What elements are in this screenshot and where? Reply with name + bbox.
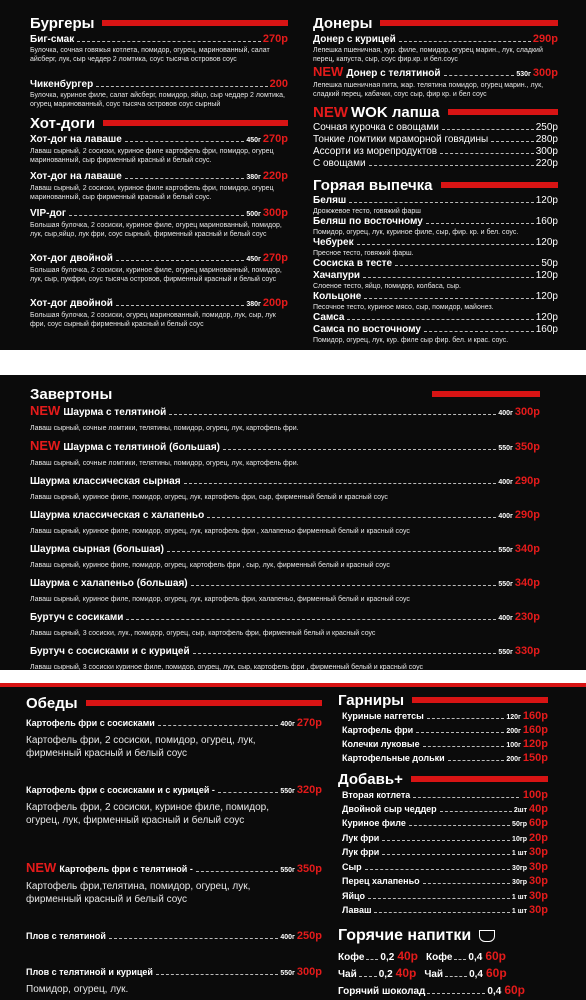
item-name: Лаваш bbox=[342, 905, 372, 915]
menu-item bbox=[26, 930, 322, 944]
item-name: Плов с телятиной и курицей bbox=[26, 967, 153, 977]
item-name: Картофель фри с сосисками и с курицей - bbox=[26, 785, 215, 795]
item-weight: 550г bbox=[280, 867, 295, 874]
item-price: 30р bbox=[529, 875, 548, 887]
item-description: Лепешка пшеничная пита, жар. телятина помидор, огурец марин., лук, сладкий перец, кабачки, соус сыр, фир кр. и бел соус bbox=[313, 82, 544, 98]
item-name: Сочная курочка с овощами bbox=[313, 122, 439, 133]
section-title: WOK лапша bbox=[351, 103, 440, 121]
item-name: Куриное филе bbox=[342, 818, 406, 828]
drinks-list bbox=[338, 949, 548, 1000]
item-weight: 500г bbox=[246, 211, 261, 218]
item-description: Большая булочка, 2 сосиски, огурец маринованный, помидор, лук, сыр, лук фри, соус сырный фирменный красный и белый соус bbox=[30, 312, 276, 328]
menu-item bbox=[30, 645, 540, 670]
drink-volume: 0,4 bbox=[468, 951, 483, 963]
left-column bbox=[30, 14, 288, 329]
extras-list bbox=[338, 789, 548, 919]
item-description: Лаваш сырный, куриное филе, помидор, огурец, картофель фри , сыр, лук, фирменный белый и красный соус bbox=[30, 562, 390, 569]
item-description: Булочка, сочная говяжья котлета, помидор, огурец, маринованный, салат айсберг, лук, сыр чеддер 2 ломтика, соус тысяча островов соус bbox=[30, 47, 270, 63]
menu-item bbox=[30, 207, 288, 249]
section-header-doners bbox=[313, 14, 558, 32]
item-weight: 400г bbox=[498, 615, 513, 622]
item-weight: 550г bbox=[280, 970, 295, 977]
wraps-column bbox=[30, 385, 540, 670]
item-name: Ассорти из морепродуктов bbox=[313, 146, 438, 157]
item-description: Большая булочка, 2 сосиски, куриное филе, огурец маринованный, помидор, лук, сыр,яйцо, лук фри, соус сырный, фирменный красный и белый соус bbox=[30, 222, 282, 238]
item-weight: 400г bbox=[498, 479, 513, 486]
item-description: Дрожжевое тесто, говяжий фарш bbox=[313, 208, 421, 215]
menu-item bbox=[313, 33, 558, 66]
item-name: Двойной сыр чеддер bbox=[342, 803, 437, 814]
item-name: Биг-смак bbox=[30, 34, 75, 45]
item-description: Помидор, огурец, лук. bbox=[26, 984, 129, 995]
item-name: Сосиска в тесте bbox=[313, 258, 393, 269]
item-price: 340р bbox=[514, 543, 540, 555]
item-weight: 30гр bbox=[512, 864, 528, 872]
item-weight: 30гр bbox=[512, 879, 528, 886]
header-bar bbox=[432, 391, 540, 397]
item-description: Лаваш сырный, 2 сосиски, куриное филе картофель фри, помидор, огурец маринованный, сыр фирменный красный и белый соус. bbox=[30, 185, 274, 201]
item-price: 20р bbox=[529, 831, 548, 844]
menu-item bbox=[30, 133, 288, 167]
item-description: Слоеное тесто, яйцо, помидор, колбаса, сыр. bbox=[313, 283, 461, 290]
section-header-extras bbox=[338, 770, 548, 788]
item-price: 40р bbox=[529, 802, 548, 815]
section-header-lunches bbox=[26, 694, 322, 712]
item-name: Шаурма с халапеньо (большая) bbox=[30, 578, 188, 589]
item-name: Яйцо bbox=[342, 890, 366, 901]
item-name: Кольцоне bbox=[313, 291, 362, 302]
item-name: Хачапури bbox=[313, 270, 361, 281]
item-price: 30р bbox=[529, 846, 548, 858]
item-weight: 550г bbox=[498, 581, 513, 588]
item-description: Лаваш сырный, сочные ломтики, телятины, помидор, огурец, лук, картофель фри. bbox=[30, 460, 299, 467]
item-price: 220р bbox=[535, 158, 558, 169]
item-price: 350р bbox=[296, 863, 322, 875]
item-name: Самса по восточному bbox=[313, 324, 421, 335]
header-bar bbox=[441, 182, 558, 188]
item-weight: 400г bbox=[498, 513, 513, 520]
drink-price: 60р bbox=[485, 948, 506, 963]
item-name: Картофель фри с телятиной - bbox=[59, 864, 193, 874]
menu-item bbox=[30, 252, 288, 294]
item-weight: 1 шт bbox=[511, 893, 528, 901]
item-price: 270р bbox=[296, 717, 322, 729]
item-description: Лаваш сырный, 3 сосиски, лук., помидор, огурец, сыр, картофель фри, фирменный белый и красный соус bbox=[30, 630, 376, 637]
section-header-drinks bbox=[338, 927, 548, 945]
drink-price: 60р bbox=[504, 982, 526, 997]
menu-item bbox=[26, 862, 322, 920]
menu-item bbox=[30, 611, 540, 639]
item-weight: 380г bbox=[246, 301, 261, 308]
menu-panel-3 bbox=[0, 683, 586, 1000]
drink-name: Чай bbox=[424, 968, 444, 980]
top-redline bbox=[0, 683, 586, 687]
section-header-hotdogs bbox=[30, 114, 288, 132]
item-name: Буртуч с сосисками и с курицей bbox=[30, 646, 190, 657]
item-weight: 550г bbox=[498, 445, 513, 452]
menu-item bbox=[30, 475, 540, 503]
item-weight: 200г bbox=[506, 756, 521, 763]
item-price: 270р bbox=[262, 33, 288, 45]
menu-panel-1 bbox=[0, 0, 586, 350]
section-header-burgers bbox=[30, 14, 288, 32]
item-weight: 550г bbox=[280, 788, 295, 795]
item-name: Чебурек bbox=[313, 237, 354, 248]
item-weight: 400г bbox=[280, 721, 295, 728]
item-name: Шаурма классическая с халапеньо bbox=[30, 510, 205, 521]
item-name: VIP-дог bbox=[30, 208, 67, 219]
item-price: 160р bbox=[535, 216, 558, 227]
menu-item bbox=[26, 784, 322, 853]
item-price: 330р bbox=[514, 645, 540, 657]
item-price: 230р bbox=[514, 611, 540, 623]
drink-name: Чай bbox=[338, 968, 357, 980]
new-badge: NEW bbox=[30, 403, 61, 418]
item-price: 300р bbox=[535, 146, 558, 157]
sides-column bbox=[338, 691, 548, 1000]
bakery-list bbox=[313, 195, 558, 345]
item-name: Лук фри bbox=[342, 832, 380, 843]
item-name: Куриные наггетсы bbox=[342, 711, 424, 721]
item-weight: 10гр bbox=[512, 835, 528, 843]
item-weight: 550г bbox=[498, 547, 513, 554]
new-badge: NEW bbox=[30, 438, 61, 453]
item-name: Перец халапеньо bbox=[342, 876, 420, 886]
item-description: Лепешка пшеничная, кур. филе, помидор, огурец марин., лук, сладкий перец, капуста, сыр, соус фир.кр. и бел.соус bbox=[313, 47, 543, 63]
item-weight: 400г bbox=[498, 410, 513, 417]
item-name: Буртуч с сосиками bbox=[30, 612, 124, 623]
new-badge: NEW bbox=[26, 860, 57, 875]
item-weight: 50гр bbox=[512, 821, 528, 828]
menu-item bbox=[30, 440, 540, 469]
item-description: Лаваш сырный, сочные ломтики, телятины, помидор, огурец, лук, картофель фри. bbox=[30, 425, 299, 432]
menu-item bbox=[313, 66, 558, 101]
item-price: 290р bbox=[532, 33, 558, 45]
coffee-cup-icon bbox=[479, 930, 495, 942]
item-name: Хот-дог двойной bbox=[30, 298, 113, 309]
item-name: Беляш bbox=[313, 195, 347, 206]
item-weight: 450г bbox=[246, 137, 261, 144]
menu-item bbox=[30, 509, 540, 537]
item-name: Колечки луковые bbox=[342, 739, 420, 749]
header-bar bbox=[380, 20, 558, 26]
drink-price: 40р bbox=[397, 948, 418, 963]
section-header-sides bbox=[338, 691, 548, 709]
item-name: Картофельные дольки bbox=[342, 753, 445, 763]
item-description: Картофель фри, 2 сосиски, помидор, огурец, лук, фирменный красный и белый соус bbox=[26, 735, 256, 759]
drink-volume: 0,2 bbox=[380, 951, 395, 963]
item-name: Чикенбургер bbox=[30, 79, 94, 90]
section-title: Горяая выпечка bbox=[313, 176, 433, 194]
section-title: Горячие напитки bbox=[338, 926, 472, 944]
item-description: Лаваш сырный, куриное филе, помидор, огурец, лук, картофель фри, сыр, фирменный белый и красный соус bbox=[30, 494, 388, 501]
menu-item bbox=[30, 78, 288, 111]
wok-list bbox=[313, 122, 558, 170]
item-price: 100р bbox=[522, 789, 548, 801]
item-price: 120р bbox=[535, 270, 558, 281]
item-price: 250р bbox=[296, 930, 322, 942]
item-name: Шаурма с телятиной bbox=[63, 407, 167, 418]
header-bar bbox=[103, 120, 288, 126]
new-badge: NEW bbox=[313, 103, 348, 121]
item-description: Помидор, огурец, лук, кур. филе сыр фир. бел. и крас. соус. bbox=[313, 337, 509, 344]
item-price: 120р bbox=[535, 312, 558, 323]
header-bar bbox=[411, 776, 548, 782]
menu-item bbox=[26, 966, 322, 996]
menu-item bbox=[30, 33, 288, 74]
item-price: 320р bbox=[296, 784, 322, 796]
menu-item bbox=[26, 717, 322, 774]
item-description: Лаваш сырный, 2 сосиски, куриное филе картофель фри, помидор, огурец маринованный, сыр фирменный красный и белый соус. bbox=[30, 148, 274, 164]
item-price: 270р bbox=[262, 133, 288, 145]
item-description: Картофель фри, 2 сосиски, куриное филе, помидор, огурец, лук, фирменный красный и белый соус bbox=[26, 802, 269, 826]
item-name: Вторая котлета bbox=[342, 790, 411, 800]
item-name: Картофель фри bbox=[342, 725, 414, 735]
item-name: Плов с телятиной bbox=[26, 931, 106, 941]
menu-item bbox=[30, 405, 540, 434]
item-weight: 1 шт bbox=[511, 908, 528, 915]
item-weight: 380г bbox=[246, 174, 261, 181]
item-price: 250р bbox=[535, 122, 558, 133]
drink-price: 40р bbox=[395, 965, 417, 980]
item-description: Булочка, куриное филе, салат айсберг, помидор, яйцо, сыр чеддер 2 ломтика, огурец маринованный, соус тысяча островов соус сырный bbox=[30, 92, 285, 108]
drink-row bbox=[338, 949, 548, 966]
item-name: Хот-дог двойной bbox=[30, 253, 113, 264]
drink-row bbox=[338, 983, 548, 1000]
item-weight: 100г bbox=[506, 742, 521, 749]
item-price: 120р bbox=[535, 195, 558, 206]
item-name: Сыр bbox=[342, 861, 362, 872]
item-price: 120р bbox=[535, 237, 558, 248]
section-title: Добавь+ bbox=[338, 770, 403, 788]
drink-name: Горячий шоколад bbox=[338, 985, 426, 997]
drink-name: Кофе bbox=[338, 951, 365, 963]
item-price: 290р bbox=[514, 509, 540, 521]
item-description: Лаваш сырный, куриное филе, помидор, огурец, лук, картофель фри, халапеньо, фирменный белый и красный соус bbox=[30, 596, 410, 603]
item-price: 220р bbox=[262, 170, 288, 182]
drink-volume: 0,4 bbox=[469, 968, 483, 980]
menu-item bbox=[30, 543, 540, 571]
item-weight: 200г bbox=[506, 728, 521, 735]
item-price: 50р bbox=[541, 258, 558, 269]
item-name: Тонкие ломтики мраморной говядины bbox=[313, 134, 489, 145]
section-header-bakery bbox=[313, 176, 558, 194]
item-price: 150р bbox=[522, 752, 548, 764]
item-description: Песочное тесто, куриное мясо, сыр, помидор, майонез. bbox=[313, 304, 494, 311]
item-name: Шаурма классическая сырная bbox=[30, 476, 181, 487]
item-price: 300р bbox=[514, 406, 540, 418]
header-bar bbox=[86, 700, 322, 706]
item-description: Лаваш сырный, куриное филе, помидор, огурец, лук, картофель фри , халапеньо фирменный белый и красный соус bbox=[30, 528, 410, 535]
section-title: Бургеры bbox=[30, 14, 95, 32]
section-header-wok bbox=[313, 103, 558, 121]
item-description: Лаваш сырный, 3 сосиски куриное филе, помидор, огурец, лук, сыр, картофель фри , фирменный белый и красный соус bbox=[30, 664, 423, 670]
right-column bbox=[313, 14, 558, 345]
item-price: 30р bbox=[529, 860, 548, 873]
item-name: Донер с курицей bbox=[313, 34, 396, 45]
item-price: 270р bbox=[262, 252, 288, 264]
new-badge: NEW bbox=[313, 64, 344, 79]
item-weight: 550г bbox=[498, 649, 513, 656]
header-bar bbox=[412, 697, 548, 703]
item-name: Лук фри bbox=[342, 847, 380, 857]
menu-item bbox=[30, 170, 288, 204]
lunches-column bbox=[26, 694, 322, 996]
item-price: 280р bbox=[535, 134, 558, 145]
section-title: Донеры bbox=[313, 14, 373, 32]
drink-row bbox=[338, 966, 548, 983]
section-header-wraps bbox=[30, 385, 540, 403]
drink-volume: 0,2 bbox=[378, 968, 393, 980]
item-weight: 2шт bbox=[513, 806, 528, 814]
item-price: 30р bbox=[529, 904, 548, 916]
item-price: 30р bbox=[529, 889, 548, 902]
item-name: Картофель фри с сосисками bbox=[26, 718, 155, 728]
item-name: С овощами bbox=[313, 158, 366, 169]
item-name: Самса bbox=[313, 312, 345, 323]
drink-volume: 0,4 bbox=[487, 985, 502, 997]
section-title: Хот-доги bbox=[30, 114, 96, 132]
item-name: Шаурма сырная (большая) bbox=[30, 544, 164, 555]
drink-name: Кофе bbox=[426, 951, 453, 963]
item-weight: 400г bbox=[280, 934, 295, 941]
item-description: Картофель фри,телятина, помидор, огурец, лук, фирменный красный и белый соус bbox=[26, 881, 251, 905]
item-weight: 450г bbox=[246, 256, 261, 263]
item-price: 200р bbox=[262, 297, 288, 309]
item-name: Хот-дог на лаваше bbox=[30, 134, 122, 145]
item-name: Беляш по восточному bbox=[313, 216, 423, 227]
item-price: 290р bbox=[514, 475, 540, 487]
item-name: Хот-дог на лаваше bbox=[30, 171, 122, 182]
item-price: 350р bbox=[514, 441, 540, 453]
item-price: 160р bbox=[522, 710, 548, 722]
item-weight: 1 шт bbox=[511, 850, 528, 857]
section-title: Гарниры bbox=[338, 691, 405, 709]
item-price: 300р bbox=[532, 67, 558, 79]
item-price: 200 bbox=[269, 78, 288, 90]
drink-price: 60р bbox=[486, 965, 507, 980]
item-price: 160р bbox=[535, 324, 558, 335]
item-price: 300р bbox=[262, 207, 288, 219]
menu-panel-2 bbox=[0, 375, 586, 670]
section-title: Обеды bbox=[26, 694, 78, 712]
menu-item bbox=[30, 577, 540, 605]
menu-item bbox=[30, 297, 288, 329]
item-price: 120р bbox=[535, 291, 558, 302]
item-price: 340р bbox=[514, 577, 540, 589]
item-name: Шаурма с телятиной (большая) bbox=[63, 442, 220, 453]
item-name: Донер с телятиной bbox=[346, 68, 441, 79]
header-bar bbox=[102, 20, 288, 26]
item-price: 300р bbox=[296, 966, 322, 978]
item-description: Большая булочка, 2 сосиски, куриное филе, огурец маринованный, помидор, лук, сыр, пукфри, соус тысяча островов, фирменный красный и белый соус bbox=[30, 267, 282, 283]
item-price: 120р bbox=[522, 738, 548, 750]
sides-list bbox=[338, 710, 548, 766]
item-price: 160р bbox=[522, 724, 548, 736]
item-weight: 530г bbox=[516, 71, 531, 78]
section-title: Завертоны bbox=[30, 385, 113, 403]
item-description: Пресное тесто, говяжий фарш. bbox=[313, 250, 414, 257]
item-price: 60р bbox=[529, 817, 548, 829]
item-weight: 120г bbox=[506, 714, 521, 721]
header-bar bbox=[448, 109, 558, 115]
item-description: Помидор, огурец, лук, куриное филе, сыр, фир. кр. и бел. соус. bbox=[313, 229, 519, 236]
